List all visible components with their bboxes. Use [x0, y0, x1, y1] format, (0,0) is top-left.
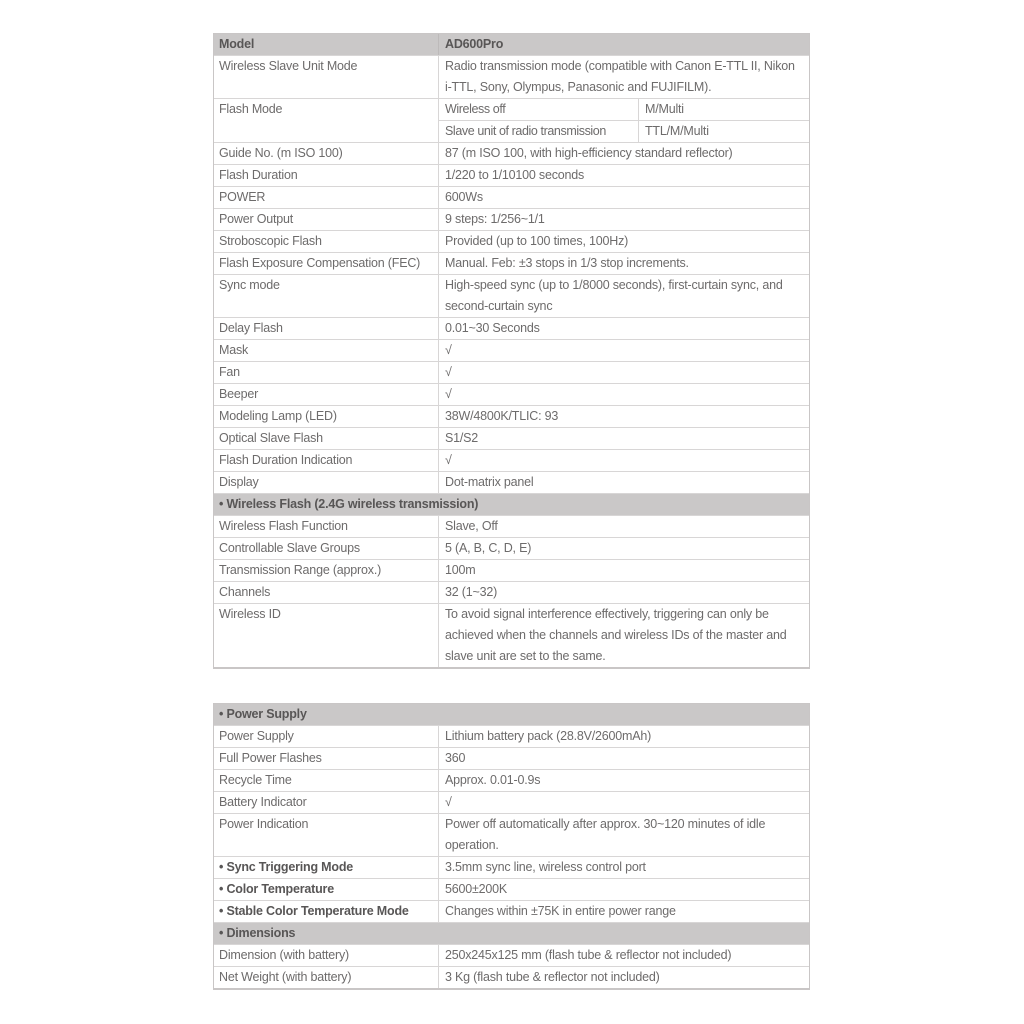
spec-label: Power Indication	[214, 814, 439, 856]
spec-label: Stroboscopic Flash	[214, 231, 439, 252]
spec-row	[214, 209, 809, 231]
spec-row	[214, 879, 809, 901]
section-title: • Power Supply	[219, 707, 307, 721]
spec-label: Channels	[214, 582, 439, 603]
spec-value: √	[445, 387, 452, 401]
spec-value: High-speed sync (up to 1/8000 seconds), first-curtain sync, and second-curtain sync	[445, 278, 783, 313]
spec-row	[214, 857, 809, 879]
spec-value: 38W/4800K/TLIC: 93	[445, 409, 559, 423]
sub-label: Slave unit of radio transmission	[439, 121, 639, 142]
spec-row	[214, 792, 809, 814]
spec-label: Wireless ID	[214, 604, 439, 667]
spec-value: 250x245x125 mm (flash tube & reflector not included)	[445, 948, 732, 962]
column-header-label: Model	[214, 34, 439, 55]
spec-label: Net Weight (with battery)	[214, 967, 439, 988]
spec-label: Flash Exposure Compensation (FEC)	[214, 253, 439, 274]
spec-label: Optical Slave Flash	[214, 428, 439, 449]
spec-value: 32 (1~32)	[445, 585, 498, 599]
spec-row	[214, 384, 809, 406]
spec-label: Display	[214, 472, 439, 493]
table-header-row	[214, 34, 809, 56]
spec-row	[214, 604, 809, 667]
spec-row	[214, 748, 809, 770]
spec-sheet	[213, 33, 810, 1024]
spec-row	[214, 560, 809, 582]
spec-value: 5600±200K	[445, 882, 508, 896]
spec-row	[214, 428, 809, 450]
section-title: • Dimensions	[219, 926, 296, 940]
spec-value: 600Ws	[445, 190, 483, 204]
spec-value: Slave, Off	[445, 519, 498, 533]
spec-row	[214, 187, 809, 209]
spec-row	[214, 231, 809, 253]
sub-value: M/Multi	[645, 102, 684, 116]
spec-value: Provided (up to 100 times, 100Hz)	[445, 234, 629, 248]
spec-value: Manual. Feb: ±3 stops in 1/3 stop increments.	[445, 256, 689, 270]
spec-row	[214, 406, 809, 428]
spec-value: √	[445, 343, 452, 357]
spec-value: 3 Kg (flash tube & reflector not included)	[445, 970, 660, 984]
spec-label: Delay Flash	[214, 318, 439, 339]
spec-label: Power Output	[214, 209, 439, 230]
spec-value: 87 (m ISO 100, with high-efficiency standard reflector)	[445, 146, 733, 160]
spec-row	[214, 726, 809, 748]
spec-value: Lithium battery pack (28.8V/2600mAh)	[445, 729, 652, 743]
spec-row	[214, 582, 809, 604]
spec-row	[214, 56, 809, 99]
spec-label: Guide No. (m ISO 100)	[214, 143, 439, 164]
spec-label: Flash Duration	[214, 165, 439, 186]
sub-value: TTL/M/Multi	[645, 124, 709, 138]
spec-label: Sync mode	[214, 275, 439, 317]
sub-row	[439, 99, 809, 121]
spec-value: 5 (A, B, C, D, E)	[445, 541, 532, 555]
spec-row	[214, 901, 809, 923]
spec-value: Changes within ±75K in entire power range	[445, 904, 676, 918]
spec-row	[214, 275, 809, 318]
section-header-row	[214, 494, 809, 516]
spec-label: Transmission Range (approx.)	[214, 560, 439, 581]
spec-row	[214, 472, 809, 494]
spec-row	[214, 450, 809, 472]
section-title: • Wireless Flash (2.4G wireless transmission)	[219, 497, 479, 511]
spec-row	[214, 814, 809, 857]
spec-label: Recycle Time	[214, 770, 439, 791]
spec-row	[214, 99, 809, 143]
spec-value: √	[445, 365, 452, 379]
spec-label: Wireless Flash Function	[214, 516, 439, 537]
spec-label: Flash Mode	[214, 99, 439, 142]
column-header-value: AD600Pro	[445, 37, 504, 51]
spec-label: Battery Indicator	[214, 792, 439, 813]
spec-label: Wireless Slave Unit Mode	[214, 56, 439, 98]
spec-value: 100m	[445, 563, 476, 577]
sub-label: Wireless off	[439, 99, 639, 120]
spec-row	[214, 967, 809, 988]
section-header-row	[214, 704, 809, 726]
spec-row	[214, 340, 809, 362]
spec-label: Beeper	[214, 384, 439, 405]
spec-row	[214, 318, 809, 340]
spec-value: 0.01~30 Seconds	[445, 321, 540, 335]
spec-label: Full Power Flashes	[214, 748, 439, 769]
spec-label: Mask	[214, 340, 439, 361]
sub-table	[439, 99, 809, 142]
spec-value: Approx. 0.01-0.9s	[445, 773, 541, 787]
spec-label: Fan	[214, 362, 439, 383]
spec-row	[214, 516, 809, 538]
spec-label: Flash Duration Indication	[214, 450, 439, 471]
spec-value: Radio transmission mode (compatible with Canon E-TTL II, Nikon i-TTL, Sony, Olympus, Panasonic and FUJIFILM).	[445, 59, 795, 94]
spec-table-main	[213, 33, 810, 669]
spec-label: Dimension (with battery)	[214, 945, 439, 966]
spec-value: S1/S2	[445, 431, 479, 445]
spec-label: • Stable Color Temperature Mode	[214, 901, 439, 922]
spec-value: Power off automatically after approx. 30~120 minutes of idle operation.	[445, 817, 766, 852]
spec-label: Controllable Slave Groups	[214, 538, 439, 559]
spec-row	[214, 770, 809, 792]
spec-value: 360	[445, 751, 466, 765]
spec-value: 3.5mm sync line, wireless control port	[445, 860, 646, 874]
spec-row	[214, 362, 809, 384]
spec-row	[214, 538, 809, 560]
spec-value: √	[445, 453, 452, 467]
spec-table-power	[213, 703, 810, 990]
spec-label: POWER	[214, 187, 439, 208]
spec-row	[214, 165, 809, 187]
spec-label: Modeling Lamp (LED)	[214, 406, 439, 427]
spec-label: • Color Temperature	[214, 879, 439, 900]
sub-row	[439, 121, 809, 142]
section-header-row	[214, 923, 809, 945]
spec-value: Dot-matrix panel	[445, 475, 534, 489]
spec-value: 9 steps: 1/256~1/1	[445, 212, 545, 226]
spec-row	[214, 143, 809, 165]
spec-value: To avoid signal interference effectively, triggering can only be achieved when the channels and wireless IDs of the master and slave unit are set to the same.	[445, 607, 787, 663]
spec-label: • Sync Triggering Mode	[214, 857, 439, 878]
spec-value: √	[445, 795, 452, 809]
spec-value: 1/220 to 1/10100 seconds	[445, 168, 585, 182]
spec-row	[214, 253, 809, 275]
spec-row	[214, 945, 809, 967]
spec-label: Power Supply	[214, 726, 439, 747]
